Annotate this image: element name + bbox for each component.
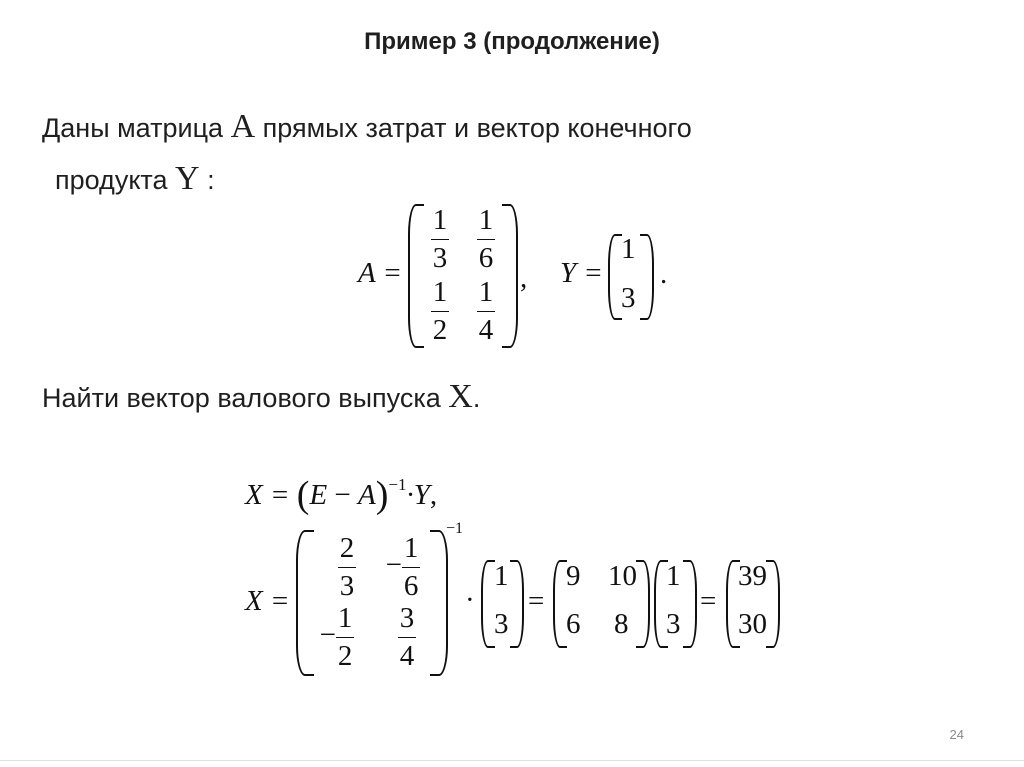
matrix-a [424,204,504,344]
vec-y2-bottom: 3 [666,608,681,640]
intro-line-1 [42,108,692,146]
y-left-paren [608,234,622,320]
vec-y-top: 1 [494,560,509,592]
res-matrix-12: 10 [608,560,637,592]
res-matrix-11: 9 [566,560,581,592]
multiply-dot: · [465,584,475,616]
equals-2: = [700,585,717,617]
y-vector-top: 1 [621,233,636,265]
intro-text-4: : [199,165,215,195]
intro-text-3: продукта [55,165,176,195]
inv-cell-22: $\frac{3}{4}$ [399,602,415,672]
formula-exponent: −1 [388,475,407,494]
inv-right-paren [430,530,448,676]
solution-x-label: X = [245,585,290,617]
res-matrix-22: 8 [614,608,629,640]
y-vector-bottom: 3 [621,282,636,314]
y-right-paren [640,234,654,320]
comma: , [520,262,528,294]
vector-y-symbol: Y [175,160,200,197]
intro-line-2 [55,160,215,198]
a-cell-11: $\frac{1}{3}$ [432,204,448,274]
page-number: 24 [949,727,964,742]
vec-y-right-paren [510,560,524,648]
task-period: . [472,383,481,413]
a-cell-22: $\frac{1}{4}$ [478,276,494,346]
bottom-divider [0,760,1024,761]
a-right-paren [502,204,518,348]
intro-text-1: Даны матрица [42,113,231,143]
y-label: Y = [560,257,603,289]
inv-cell-12: − $\frac{1}{6}$ [385,532,419,602]
matrix-a-symbol: A [230,108,256,145]
a-cell-21: $\frac{1}{2}$ [432,276,448,346]
res-vector-right-paren [766,560,780,648]
vec-y-bottom: 3 [494,608,509,640]
inverse-matrix [312,530,432,672]
res-matrix-21: 6 [566,608,581,640]
inv-cell-11: $\frac{2}{3}$ [339,532,355,602]
inv-cell-21: − $\frac{1}{2}$ [319,602,353,672]
formula-line [245,473,437,517]
formula-minus: − [327,479,359,511]
a-label: A = [358,257,403,289]
vec-y2-right-paren [683,560,697,648]
equals-1: = [528,585,545,617]
res-vector-top: 39 [738,560,767,592]
formula-a: A [358,479,376,511]
formula-dot-y: ·Y [406,479,430,511]
vector-x-symbol: X [448,378,473,415]
formula-comma: , [429,479,438,511]
vec-y-left-paren [481,560,495,648]
slide-title: Пример 3 (продолжение) [364,28,660,55]
a-cell-12: $\frac{1}{6}$ [478,204,494,274]
res-matrix-left-paren [553,560,567,648]
res-vector-bottom: 30 [738,608,767,640]
res-matrix-right-paren [636,560,650,648]
formula-close-paren: ) [375,474,389,516]
task-text: Найти вектор валового выпуска [42,383,449,413]
a-left-paren [408,204,424,348]
task-line [42,378,480,416]
vec-y2-top: 1 [666,560,681,592]
formula-e: E [309,479,328,511]
intro-text-2: прямых затрат и вектор конечного [255,113,692,143]
formula-lhs: X = [245,479,297,511]
period: . [660,258,668,290]
inverse-exponent: −1 [446,520,464,537]
formula-open-paren: ( [296,474,310,516]
